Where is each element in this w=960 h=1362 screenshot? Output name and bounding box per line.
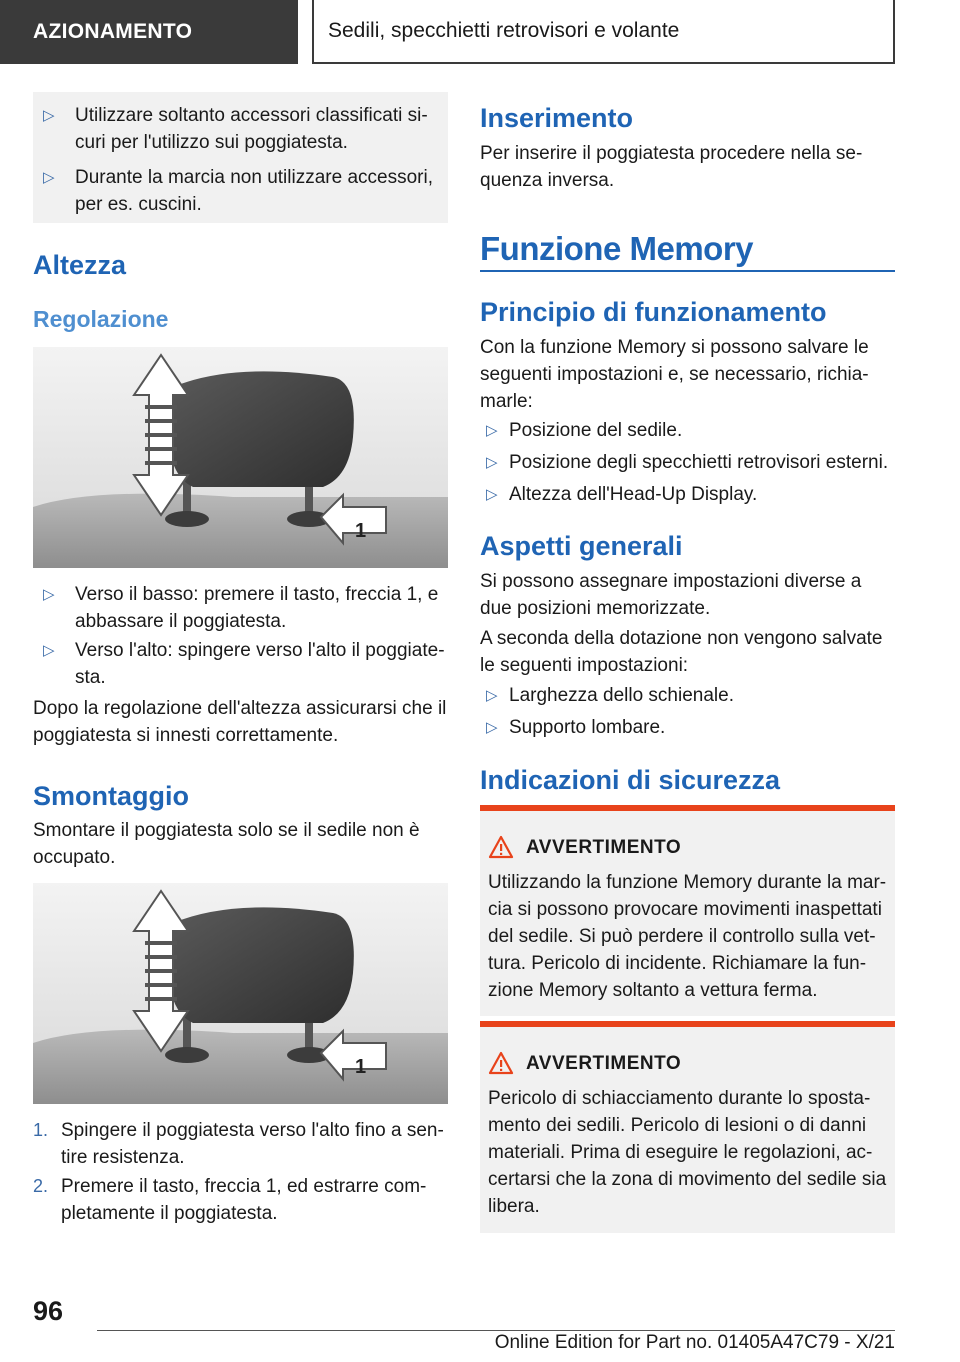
bullet-icon: ▷ [486,422,498,439]
regolazione-heading: Regolazione [33,306,169,332]
note-item-text: Utilizzare soltanto accessori classificati si-curi per l'utilizzo sui poggiatesta. [75,105,428,153]
step-text: Premere il tasto, freccia 1, ed estrarre com-pletamente il poggiatesta. [61,1176,427,1224]
step-1 [33,1117,448,1171]
memory-heading: Funzione Memory [480,230,754,267]
warning-triangle-icon [488,1051,514,1075]
warning-title: AVVERTIMENTO [526,1053,682,1074]
aspetti-item-text: Larghezza dello schienale. [509,685,734,706]
aspetti-item-2 [480,714,896,741]
principio-item-text: Altezza dell'Head-Up Display. [509,484,758,505]
warning-title: AVVERTIMENTO [526,837,682,858]
principio-item-3 [480,481,896,508]
chapter-label: Sedili, specchietti retrovisori e volante [328,19,680,42]
chapter-title [312,0,895,64]
principio-item-2 [480,449,896,476]
note-item-2 [33,164,438,218]
regolazione-item-text: Verso l'alto: spingere verso l'alto il poggiate-sta. [75,640,445,688]
warning-box-1 [480,805,895,1016]
sicurezza-heading: Indicazioni di sicurezza [480,765,781,795]
principio-item-1 [480,417,896,444]
smontaggio-paragraph: Smontare il poggiatesta solo se il sedile non è occupato. [33,820,420,868]
footer-rule [97,1330,895,1331]
aspetti-paragraph-1: Si possono assegnare impostazioni diverse a due posizioni memorizzate. [480,571,862,619]
callout-1: 1 [355,1056,367,1078]
altezza-heading: Altezza [33,250,127,280]
aspetti-heading: Aspetti generali [480,531,683,561]
inserimento-paragraph: Per inserire il poggiatesta procedere nella se-quenza inversa. [480,143,863,191]
regolazione-item-2 [33,637,448,691]
step-2 [33,1173,448,1227]
aspetti-item-text: Supporto lombare. [509,717,666,738]
bullet-icon: ▷ [43,169,55,186]
regolazione-paragraph: Dopo la regolazione dell'altezza assicurarsi che il poggiatesta si innesti correttamente. [33,698,447,746]
warning-box-2 [480,1021,895,1233]
bullet-icon: ▷ [486,454,498,471]
principio-item-text: Posizione degli specchietti retrovisori esterni. [509,452,889,473]
page-number: 96 [33,1296,64,1326]
aspetti-paragraph-2: A seconda della dotazione non vengono salvate le seguenti impostazioni: [480,628,883,676]
note-item-1 [33,102,438,156]
headrest-figure-1 [33,347,448,568]
section-label: AZIONAMENTO [33,20,193,43]
bullet-icon: ▷ [486,719,498,736]
inserimento-heading: Inserimento [480,103,634,133]
footer-edition: Online Edition for Part no. 01405A47C79 - X/21 [494,1332,895,1353]
bullet-icon: ▷ [486,687,498,704]
headrest-figure-2 [33,883,448,1104]
aspetti-item-1 [480,682,896,709]
warning-text: Pericolo di schiacciamento durante lo sposta-mento dei sedili. Pericolo di lesioni o di danni materiali. Prima di eseguire le regolazioni, ac-certarsi che la zona di movimento del sedile sia libera. [488,1088,887,1217]
step-number: 2. [33,1176,49,1196]
note-box [33,92,448,223]
regolazione-item-1 [33,581,448,635]
warning-text: Utilizzando la funzione Memory durante la mar-cia si possono provocare movimenti inaspettati del sedile. Si può perdere il controllo sulla vet-tura. Pericolo di incidente. Richiamare la fun-zione Memory soltanto a vettura ferma. [488,872,887,1001]
heading-rule [480,270,895,272]
step-text: Spingere il poggiatesta verso l'alto fino a sen-tire resistenza. [61,1120,444,1168]
warning-triangle-icon [488,835,514,859]
principio-heading: Principio di funzionamento [480,297,827,327]
step-number: 1. [33,1120,49,1140]
bullet-icon: ▷ [43,586,55,603]
regolazione-item-text: Verso il basso: premere il tasto, freccia 1, e abbassare il poggiatesta. [75,584,439,632]
bullet-icon: ▷ [43,107,55,124]
smontaggio-heading: Smontaggio [33,781,189,811]
note-item-text: Durante la marcia non utilizzare accessori, per es. cuscini. [75,167,433,215]
bullet-icon: ▷ [486,486,498,503]
callout-1: 1 [355,520,367,542]
principio-item-text: Posizione del sedile. [509,420,683,441]
bullet-icon: ▷ [43,642,55,659]
principio-paragraph: Con la funzione Memory si possono salvare le seguenti impostazioni e, se necessario, richia-marle: [480,337,869,412]
section-tab [0,0,298,64]
